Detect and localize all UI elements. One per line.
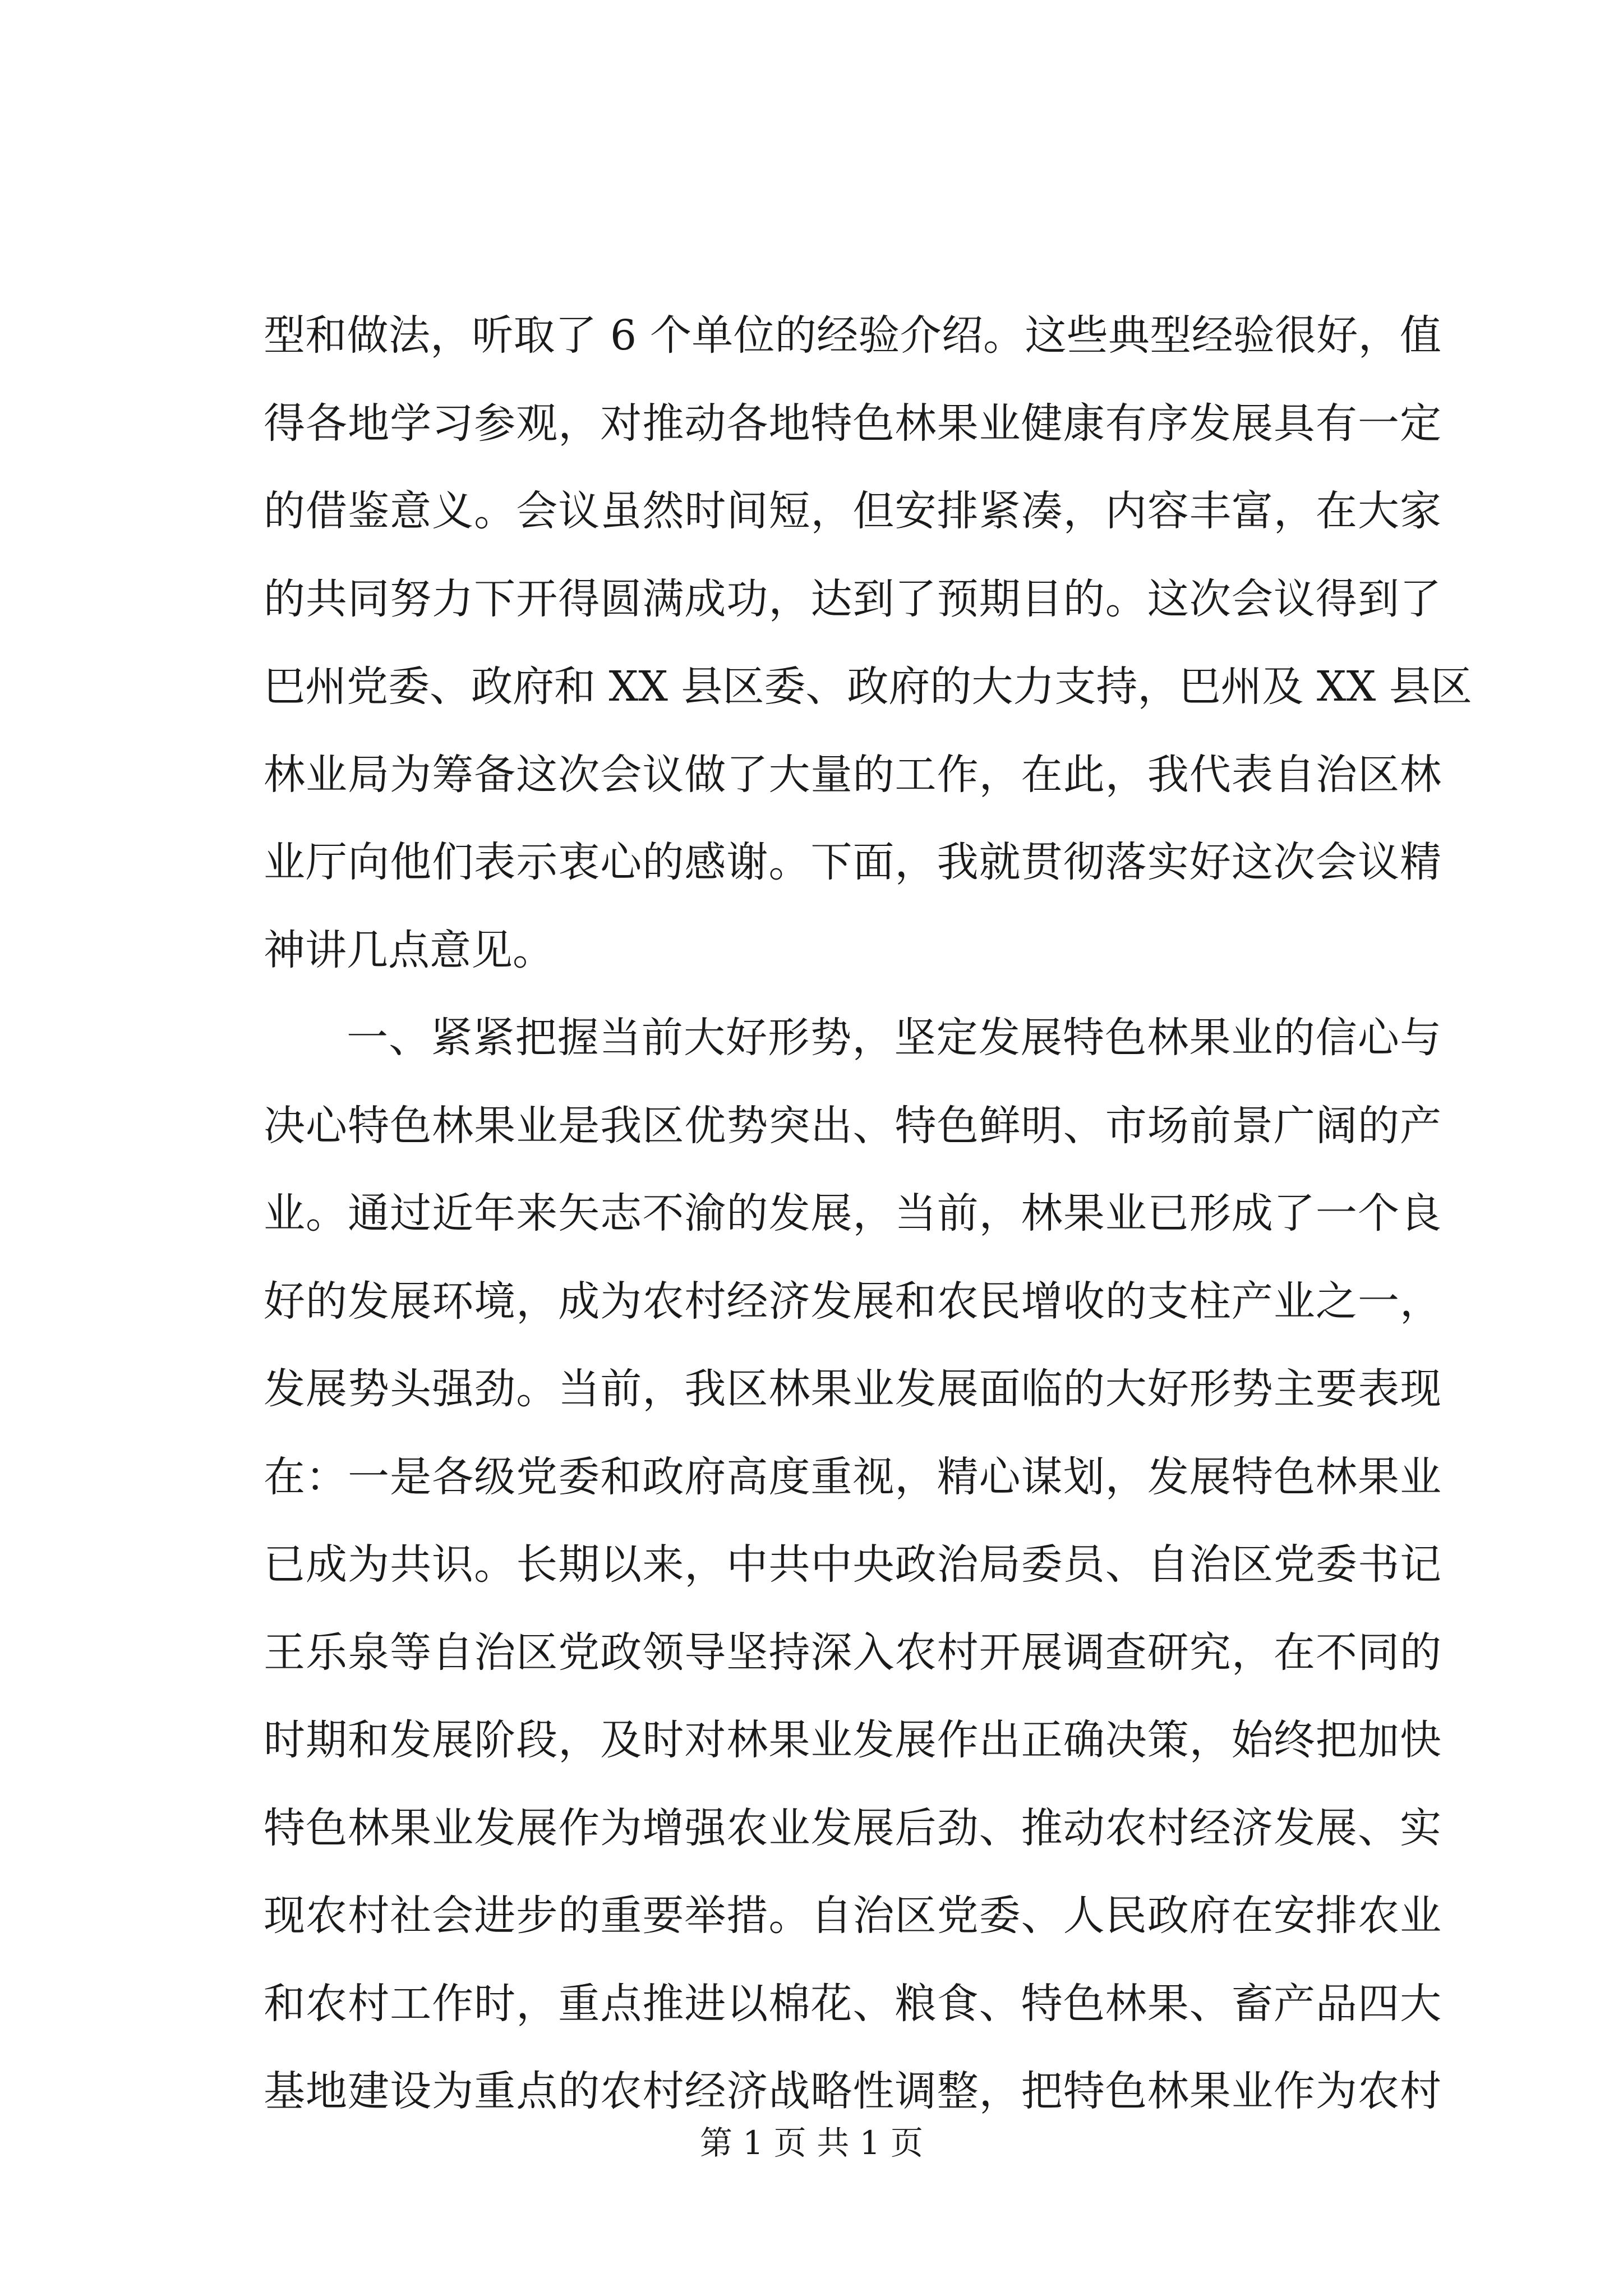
body-text — [264, 292, 1472, 2136]
text-line: 业厅向他们表示衷心的感谢。下面，我就贯彻落实好这次会议精 — [264, 838, 1441, 886]
text-line: 已成为共识。长期以来，中共中央政治局委员、自治区党委书记 — [264, 1540, 1441, 1589]
text-line: 得各地学习参观，对推动各地特色林果业健康有序发展具有一定 — [264, 399, 1441, 448]
text-line: 型和做法，听取了 6 个单位的经验介绍。这些典型经验很好，值 — [264, 311, 1441, 360]
text-line: 基地建设为重点的农村经济战略性调整，把特色林果业作为农村 — [264, 2067, 1441, 2115]
text-line: 和农村工作时，重点推进以棉花、粮食、特色林果、畜产品四大 — [264, 1979, 1441, 2028]
text-line: 王乐泉等自治区党政领导坚持深入农村开展调查研究，在不同的 — [264, 1628, 1441, 1677]
text-line: 的借鉴意义。会议虽然时间短，但安排紧凑，内容丰富，在大家 — [264, 487, 1441, 535]
text-line: 时期和发展阶段，及时对林果业发展作出正确决策，始终把加快 — [264, 1716, 1441, 1764]
text-line: 好的发展环境，成为农村经济发展和农民增收的支柱产业之一， — [264, 1277, 1441, 1326]
page-number-footer: 第 1 页 共 1 页 — [700, 2124, 923, 2162]
section-heading-line: 一、紧紧把握当前大好形势，坚定发展特色林果业的信心与 — [347, 1014, 1441, 1062]
text-line: 的共同努力下开得圆满成功，达到了预期目的。这次会议得到了 — [264, 574, 1441, 623]
text-line: 业。通过近年来矢志不渝的发展，当前，林果业已形成了一个良 — [264, 1189, 1441, 1237]
text-line: 在：一是各级党委和政府高度重视，精心谋划，发展特色林果业 — [264, 1452, 1441, 1501]
text-line: 林业局为筹备这次会议做了大量的工作，在此，我代表自治区林 — [264, 750, 1441, 799]
text-line: 特色林果业发展作为增强农业发展后劲、推动农村经济发展、实 — [264, 1803, 1441, 1852]
text-line: 决心特色林果业是我区优势突出、特色鲜明、市场前景广阔的产 — [264, 1101, 1441, 1150]
text-line: 发展势头强劲。当前，我区林果业发展面临的大好形势主要表现 — [264, 1365, 1441, 1413]
text-line: 现农村社会进步的重要举措。自治区党委、人民政府在安排农业 — [264, 1892, 1441, 1940]
text-line: 神讲几点意见。 — [264, 926, 554, 974]
text-line: 巴州党委、政府和 XX 县区委、政府的大力支持，巴州及 XX 县区 — [264, 662, 1472, 711]
